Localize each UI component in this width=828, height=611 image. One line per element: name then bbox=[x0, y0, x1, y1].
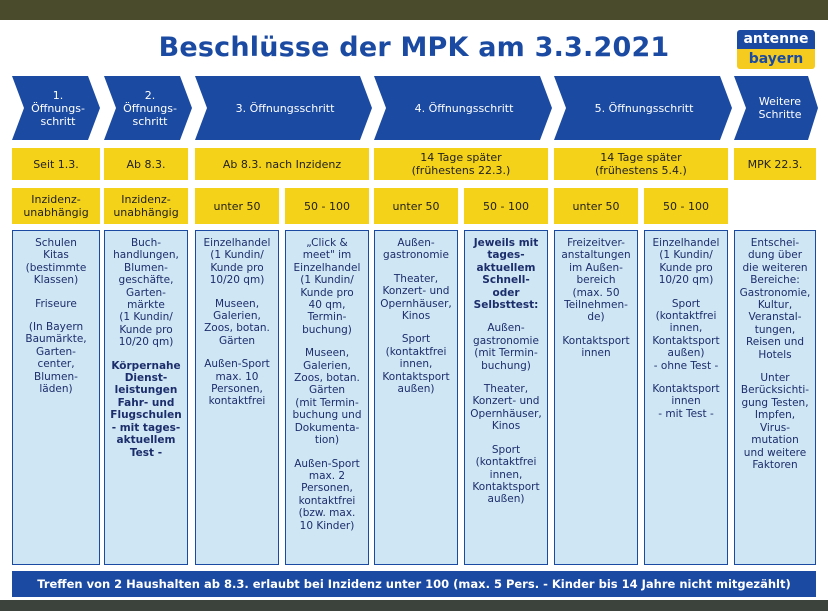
column-7-item-1: Freizeitver- anstaltungen im Außen- bereich (max. 50 Teilnehmen- de) bbox=[561, 237, 631, 324]
incidence-col-6: 50 - 100 bbox=[464, 188, 548, 224]
content-column-4 bbox=[285, 230, 369, 565]
column-5-item-3: Sport (kontaktfrei innen, Kontaktsport außen) bbox=[382, 333, 450, 396]
column-5-item-2: Theater, Konzert- und Opernhäuser, Kinos bbox=[380, 272, 452, 323]
content-column-8 bbox=[644, 230, 728, 565]
infographic-card bbox=[0, 20, 828, 600]
column-8-item-3: Kontaktsport innen - mit Test - bbox=[652, 383, 720, 420]
column-6-item-2: Außen- gastronomie (mit Termin- buchung) bbox=[473, 322, 539, 372]
logo-line-2: bayern bbox=[737, 49, 815, 69]
step-label-3: 3. Öffnungsschritt bbox=[235, 101, 335, 115]
bottom-frame-band bbox=[0, 600, 828, 611]
column-1-item-2: Friseure bbox=[35, 297, 77, 310]
date-step-6: MPK 22.3. bbox=[734, 148, 816, 180]
date-step-5: 14 Tage später (frühestens 5.4.) bbox=[554, 148, 728, 180]
column-4-item-3: Außen-Sport max. 2 Personen, kontaktfrei (bzw. max. 10 Kinder) bbox=[294, 457, 360, 532]
date-step-4: 14 Tage später (frühestens 22.3.) bbox=[374, 148, 548, 180]
step-label-4: 4. Öffnungsschritt bbox=[414, 101, 514, 115]
column-3-item-3: Außen-Sport max. 10 Personen, kontaktfrei bbox=[204, 358, 270, 408]
content-column-7 bbox=[554, 230, 638, 565]
column-6-item-3: Theater, Konzert- und Opernhäuser, Kinos bbox=[470, 383, 542, 433]
page-title: Beschlüsse der MPK am 3.3.2021 bbox=[158, 32, 670, 63]
incidence-col-4: 50 - 100 bbox=[285, 188, 369, 224]
date-step-1: Seit 1.3. bbox=[12, 148, 100, 180]
incidence-col-3: unter 50 bbox=[195, 188, 279, 224]
column-3-item-2: Museen, Galerien, Zoos, botan. Gärten bbox=[204, 297, 270, 347]
incidence-col-2: Inzidenz- unabhängig bbox=[104, 188, 188, 224]
column-8-item-2: Sport (kontaktfrei innen, Kontaktsport außen) - ohne Test - bbox=[652, 297, 720, 372]
column-5-item-1: Außen- gastronomie bbox=[383, 237, 449, 262]
logo-line-1: antenne bbox=[737, 30, 815, 49]
content-column-2 bbox=[104, 230, 188, 565]
column-4-item-2: Museen, Galerien, Zoos, botan. Gärten (mit Termin- buchung und Dokumenta- tion) bbox=[292, 347, 362, 447]
content-column-1 bbox=[12, 230, 100, 565]
incidence-col-8: 50 - 100 bbox=[644, 188, 728, 224]
column-2-item-2: Körpernahe Dienst- leistungen Fahr- und Flugschulen - mit tages- aktuellem Test - bbox=[110, 359, 182, 459]
incidence-col-1: Inzidenz- unabhängig bbox=[12, 188, 100, 224]
column-8-item-1: Einzelhandel (1 Kundin/ Kunde pro 10/20 qm) bbox=[652, 237, 720, 287]
column-9-item-2: Unter Berücksichti- gung Testen, Impfen, Virus- mutation und weitere Faktoren bbox=[740, 372, 810, 471]
incidence-col-5: unter 50 bbox=[374, 188, 458, 224]
column-3-item-1: Einzelhandel (1 Kundin/ Kunde pro 10/20 qm) bbox=[203, 237, 271, 287]
content-column-3 bbox=[195, 230, 279, 565]
column-6-item-1: Jeweils mit tages- aktuellem Schnell- oder Selbsttest: bbox=[473, 237, 539, 312]
content-column-5 bbox=[374, 230, 458, 565]
date-step-2: Ab 8.3. bbox=[104, 148, 188, 180]
step-label-2: 2. Öffnungs- schritt bbox=[123, 88, 177, 128]
step-label-5: 5. Öffnungsschritt bbox=[594, 101, 694, 115]
column-1-item-1: Schulen Kitas (bestimmte Klassen) bbox=[25, 237, 87, 287]
footer-banner: Treffen von 2 Haushalten ab 8.3. erlaubt bei Inzidenz unter 100 (max. 5 Pers. - Kinder bis 14 Jahre nicht mitgezählt) bbox=[12, 571, 816, 597]
column-7-item-2: Kontaktsport innen bbox=[562, 334, 630, 360]
step-label-6: Weitere Schritte bbox=[758, 95, 802, 121]
content-column-6 bbox=[464, 230, 548, 565]
column-2-item-1: Buch- handlungen, Blumen- geschäfte, Garten- märkte (1 Kundin/ Kunde pro 10/20 qm) bbox=[113, 237, 179, 349]
step-label-1: 1. Öffnungs- schritt bbox=[31, 88, 85, 128]
top-frame-band bbox=[0, 0, 828, 20]
date-step-3: Ab 8.3. nach Inzidenz bbox=[195, 148, 369, 180]
content-column-9 bbox=[734, 230, 816, 565]
column-4-item-1: „Click & meet" im Einzelhandel (1 Kundin/ Kunde pro 40 qm, Termin- buchung) bbox=[293, 237, 361, 336]
column-6-item-4: Sport (kontaktfrei innen, Kontaktsport außen) bbox=[472, 443, 540, 506]
incidence-col-7: unter 50 bbox=[554, 188, 638, 224]
column-1-item-3: (In Bayern Baumärkte, Garten- center, Blumen- läden) bbox=[25, 321, 87, 396]
column-9-item-1: Entschei- dung über die weiteren Bereiche: Gastronomie, Kultur, Veranstal- tungen, Reisen und Hotels bbox=[739, 237, 811, 361]
